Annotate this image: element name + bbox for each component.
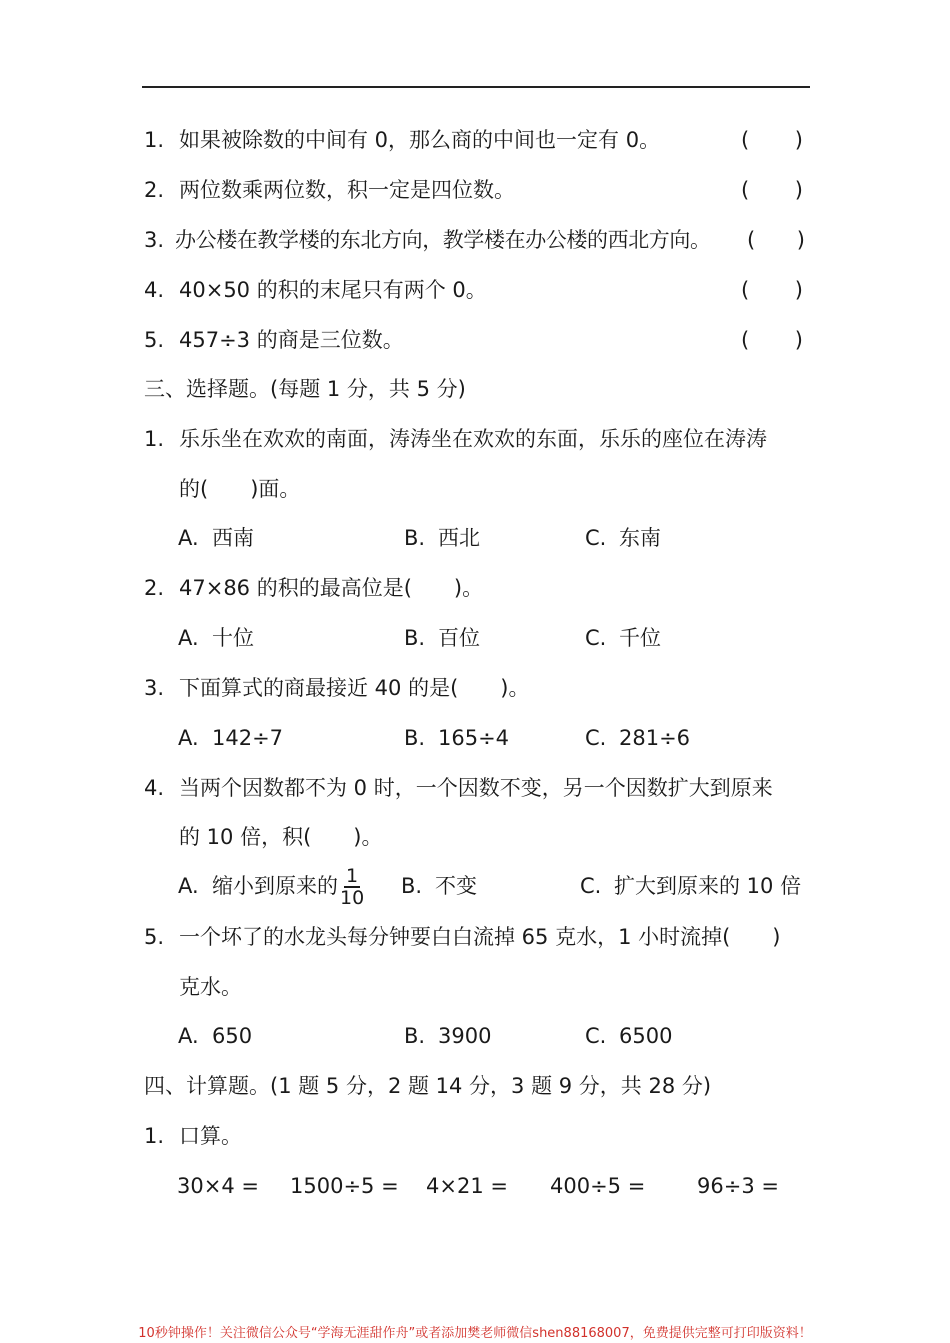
option-a[interactable]: A. 十位 (178, 626, 254, 650)
answer-parentheses[interactable]: ( ) (741, 178, 803, 202)
question-number: 1. (144, 1124, 165, 1148)
question-text: 乐乐坐在欢欢的南面，涛涛坐在欢欢的东面，乐乐的座位在涛涛 (179, 427, 767, 451)
section-heading-choice: 三、选择题。(每题 1 分，共 5 分) (144, 377, 466, 401)
option-a[interactable]: A. 142÷7 (178, 726, 284, 750)
question-text: 下面算式的商最接近 40 的是( )。 (179, 676, 530, 700)
calc-item[interactable]: 30×4 = (177, 1174, 259, 1198)
item-number: 1. (144, 128, 165, 152)
answer-parentheses[interactable]: ( ) (741, 128, 803, 152)
option-a[interactable]: A. 650 (178, 1024, 253, 1048)
option-c[interactable]: C. 扩大到原来的 10 倍 (580, 874, 802, 898)
option-c[interactable]: C. 6500 (585, 1024, 673, 1048)
calc-item[interactable]: 4×21 = (426, 1174, 508, 1198)
question-text-continued: 的 10 倍，积( )。 (179, 825, 383, 849)
item-text: 如果被除数的中间有 0，那么商的中间也一定有 0。 (179, 128, 661, 152)
option-c[interactable]: C. 千位 (585, 626, 661, 650)
question-number: 2. (144, 576, 165, 600)
question-number: 5. (144, 925, 165, 949)
answer-parentheses[interactable]: ( ) (747, 228, 805, 252)
answer-parentheses[interactable]: ( ) (741, 278, 803, 302)
item-text: 457÷3 的商是三位数。 (179, 328, 404, 352)
section-heading-calc: 四、计算题。(1 题 5 分，2 题 14 分，3 题 9 分，共 28 分) (144, 1074, 712, 1098)
fraction-one-tenth: $\frac{1}{10}$ (340, 865, 365, 909)
question-text: 47×86 的积的最高位是( )。 (179, 576, 484, 600)
option-a[interactable]: A. 西南 (178, 526, 254, 550)
option-b[interactable]: B. 百位 (404, 626, 480, 650)
top-rule (142, 86, 810, 88)
item-number: 4. (144, 278, 165, 302)
question-number: 3. (144, 676, 165, 700)
promo-footer: 10秒钟操作！关注微信公众号“学海无涯甜作舟”或者添加樊老师微信shen88168007，免费提供完整可打印版资料！ (138, 1326, 812, 1341)
calc-item[interactable]: 400÷5 = (550, 1174, 646, 1198)
option-c[interactable]: C. 东南 (585, 526, 661, 550)
option-b[interactable]: B. 3900 (404, 1024, 492, 1048)
item-text: 两位数乘两位数，积一定是四位数。 (179, 178, 515, 202)
calc-item[interactable]: 96÷3 = (697, 1174, 779, 1198)
question-number: 4. (144, 776, 165, 800)
question-number: 1. (144, 427, 165, 451)
calc-item[interactable]: 1500÷5 = (290, 1174, 399, 1198)
question-text-continued: 的( )面。 (179, 477, 301, 501)
option-b[interactable]: B. 165÷4 (404, 726, 510, 750)
question-text: 当两个因数都不为 0 时，一个因数不变，另一个因数扩大到原来 (179, 776, 773, 800)
option-b[interactable]: B. 不变 (401, 874, 477, 898)
item-text: 办公楼在教学楼的东北方向，教学楼在办公楼的西北方向。 (175, 228, 711, 252)
option-a[interactable]: A. 缩小到原来的 $\frac{1}{10}$ (178, 865, 365, 909)
question-text: 口算。 (179, 1124, 242, 1148)
item-text: 40×50 的积的末尾只有两个 0。 (179, 278, 487, 302)
question-text: 一个坏了的水龙头每分钟要白白流掉 65 克水，1 小时流掉( ) (179, 925, 781, 949)
option-c[interactable]: C. 281÷6 (585, 726, 691, 750)
question-text-continued: 克水。 (179, 975, 242, 999)
item-number: 2. (144, 178, 165, 202)
answer-parentheses[interactable]: ( ) (741, 328, 803, 352)
option-b[interactable]: B. 西北 (404, 526, 480, 550)
item-number: 5. (144, 328, 165, 352)
item-number: 3. (144, 228, 165, 252)
